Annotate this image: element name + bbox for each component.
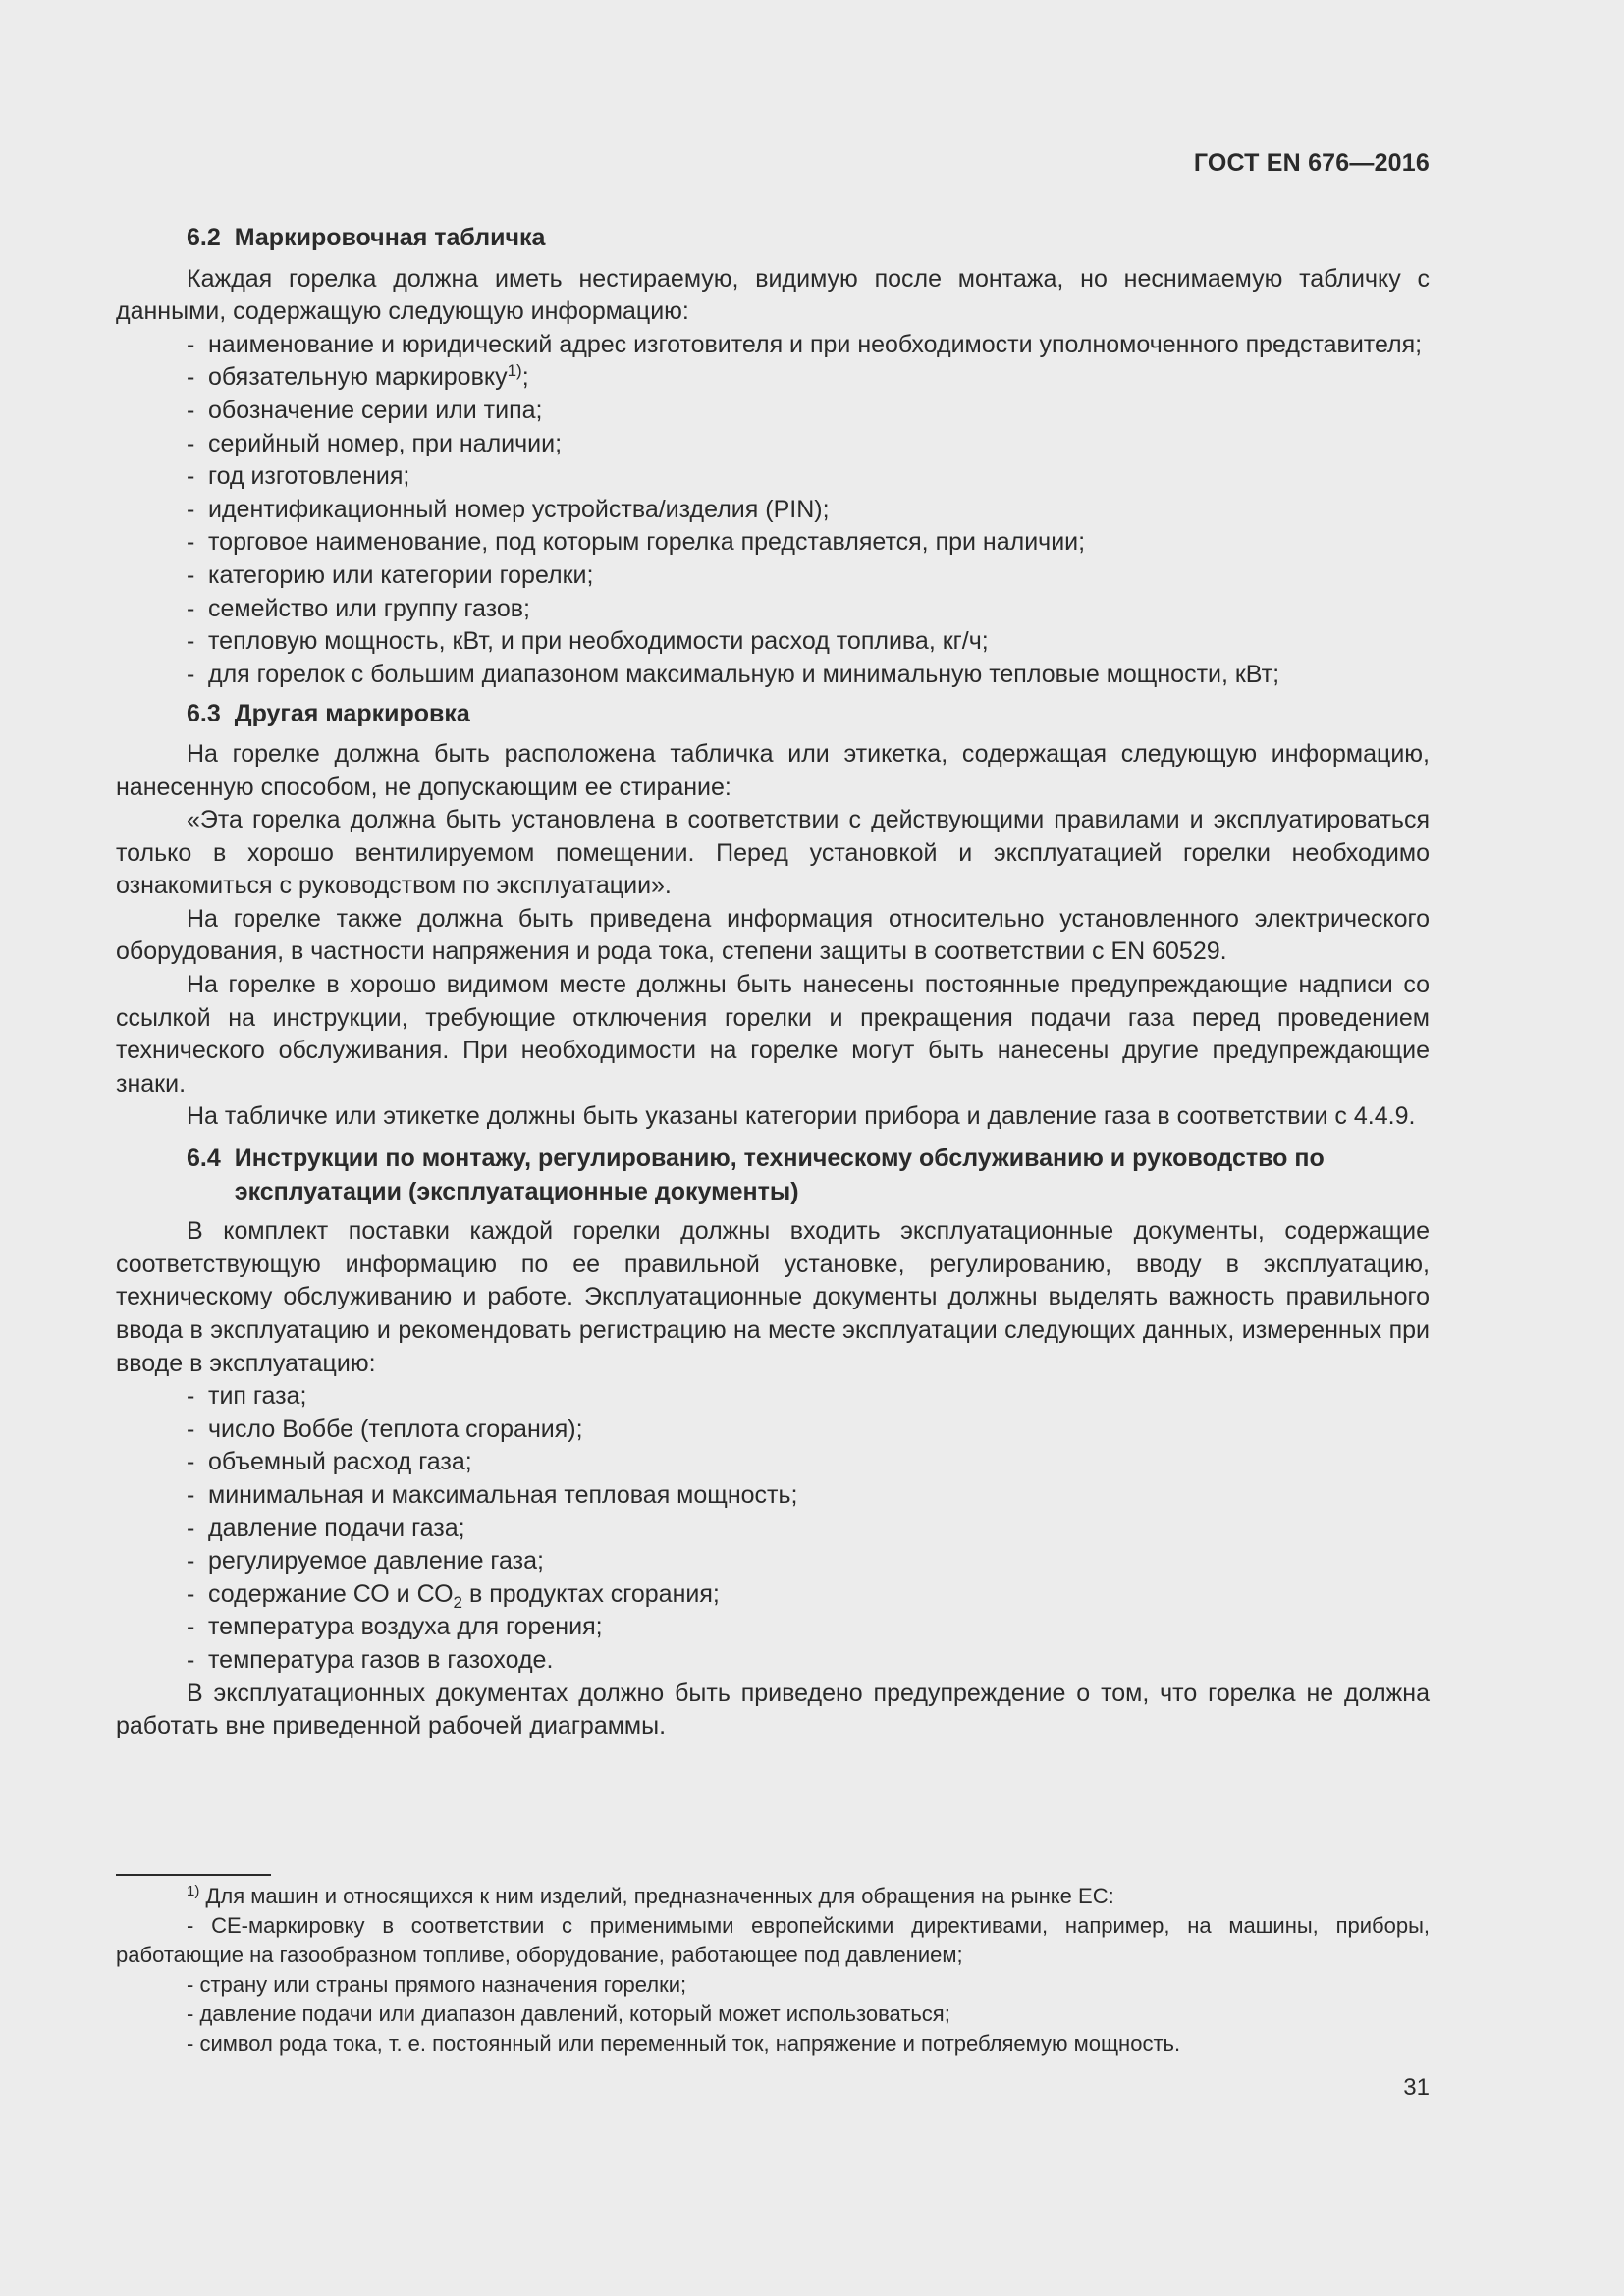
section-title: Инструкции по монтажу, регулированию, техническому обслуживанию и руководство по эксплуатации (эксплуатационные документы) <box>234 1145 1325 1205</box>
list-item: - год изготовления; <box>187 462 410 491</box>
list-item: - давление подачи газа; <box>187 1514 465 1542</box>
footnote-ref: 1) <box>507 361 522 381</box>
footnote-divider <box>116 1874 271 1876</box>
paragraph: В эксплуатационных документах должно быть приведено предупреждение о том, что горелка не должна работать вне приведенной рабочей диаграммы. <box>116 1679 1430 1740</box>
list-item: - объемный расход газа; <box>187 1448 472 1476</box>
list-item: - минимальная и максимальная тепловая мощность; <box>187 1480 798 1509</box>
paragraph: На табличке или этикетке должны быть указаны категории прибора и давление газа в соответствии с 4.4.9. <box>187 1102 1416 1131</box>
section-heading-6-4 <box>116 1143 1430 1208</box>
list-item: - число Воббе (теплота сгорания); <box>187 1415 583 1443</box>
paragraph: «Эта горелка должна быть установлена в соответствии с действующими правилами и эксплуатироваться только в хорошо вентилируемом помещении. Перед установкой и эксплуатацией горелки необходимо ознакомиться с руководством по эксплуатации». <box>116 806 1430 900</box>
list-item: - для горелок с большим диапазоном максимальную и минимальную тепловые мощности, кВт; <box>187 660 1280 688</box>
list-item: - категорию или категории горелки; <box>187 561 594 589</box>
list-item: - тепловую мощность, кВт, и при необходимости расход топлива, кг/ч; <box>187 627 989 656</box>
list-item: - тип газа; <box>187 1382 307 1411</box>
footnote-marker: 1) <box>187 1883 200 1899</box>
subscript: 2 <box>453 1592 463 1612</box>
footnote-lead: $^{1)}$ Для машин и относящихся к ним изделий, предназначенных для обращения на рынке ЕС: <box>187 1883 1114 1908</box>
footnote-item: - символ рода тока, т. е. постоянный или переменный ток, напряжение и потребляемую мощность. <box>187 2031 1181 2056</box>
document-header: ГОСТ EN 676—2016 <box>1193 149 1430 177</box>
paragraph: На горелке также должна быть приведена информация относительно установленного электрического оборудования, в частности напряжения и рода тока, степени защиты в соответствии с EN 60529. <box>116 904 1430 966</box>
commissioning-data-list <box>116 1380 1430 1677</box>
list-item: - обязательную маркировку$^{1)}$; <box>187 361 529 392</box>
footnote-item: - давление подачи или диапазон давлений, который может использоваться; <box>187 2002 950 2026</box>
footnote-item: - страну или страны прямого назначения горелки; <box>187 1972 687 1997</box>
section-heading-6-3 <box>116 698 1430 731</box>
paragraph: На горелке должна быть расположена табличка или этикетка, содержащая следующую информацию, нанесенную способом, не допускающим ее стирание: <box>116 739 1430 801</box>
list-item: - торговое наименование, под которым горелка представляется, при наличии; <box>187 528 1086 557</box>
marking-list <box>116 329 1430 692</box>
list-item: - наименование и юридический адрес изготовителя и при необходимости уполномоченного представителя; <box>187 330 1423 358</box>
footnotes <box>116 1882 1430 2058</box>
page-content <box>116 222 1430 1743</box>
footnote-item: - СЕ-маркировку в соответствии с применимыми европейскими директивами, например, на машины, приборы, работающие на газообразном топливе, оборудование, работающее под давлением; <box>116 1913 1430 1967</box>
list-item: - регулируемое давление газа; <box>187 1547 544 1575</box>
page-number: 31 <box>1403 2074 1430 2101</box>
paragraph: В комплект поставки каждой горелки должны входить эксплуатационные документы, содержащие соответствующую информацию по ее правильной установке, регулированию, вводу в эксплуатацию, техническому обслуживанию и работе. Эксплуатационные документы должны выделять важность правильного ввода в эксплуатацию и рекомендовать регистрацию на месте эксплуатации следующих данных, измеренных при вводе в эксплуатацию: <box>116 1217 1430 1377</box>
list-item: - содержание СО и $СО_2$ в продуктах сгорания; <box>187 1579 720 1612</box>
list-item: - обозначение серии или типа; <box>187 396 543 424</box>
list-item: - серийный номер, при наличии; <box>187 429 563 457</box>
section-title: Маркировочная табличка <box>234 224 546 251</box>
section-number: 6.4 <box>187 1145 221 1173</box>
list-item: - идентификационный номер устройства/изделия (PIN); <box>187 495 830 523</box>
list-item: - семейство или группу газов; <box>187 594 530 622</box>
section-number: 6.2 <box>187 224 221 251</box>
section-number: 6.3 <box>187 700 221 728</box>
list-item: - температура воздуха для горения; <box>187 1613 603 1641</box>
section-heading-6-2 <box>116 222 1430 255</box>
list-item: - температура газов в газоходе. <box>187 1645 554 1674</box>
paragraph: На горелке в хорошо видимом месте должны быть нанесены постоянные предупреждающие надписи со ссылкой на инструкции, требующие отключения горелки и прекращения подачи газа перед проведением технического обслуживания. При необходимости на горелке могут быть нанесены другие предупреждающие знаки. <box>116 971 1430 1097</box>
section-title: Другая маркировка <box>234 700 470 728</box>
paragraph: Каждая горелка должна иметь нестираемую, видимую после монтажа, но неснимаемую табличку с данными, содержащую следующую информацию: <box>116 264 1430 326</box>
